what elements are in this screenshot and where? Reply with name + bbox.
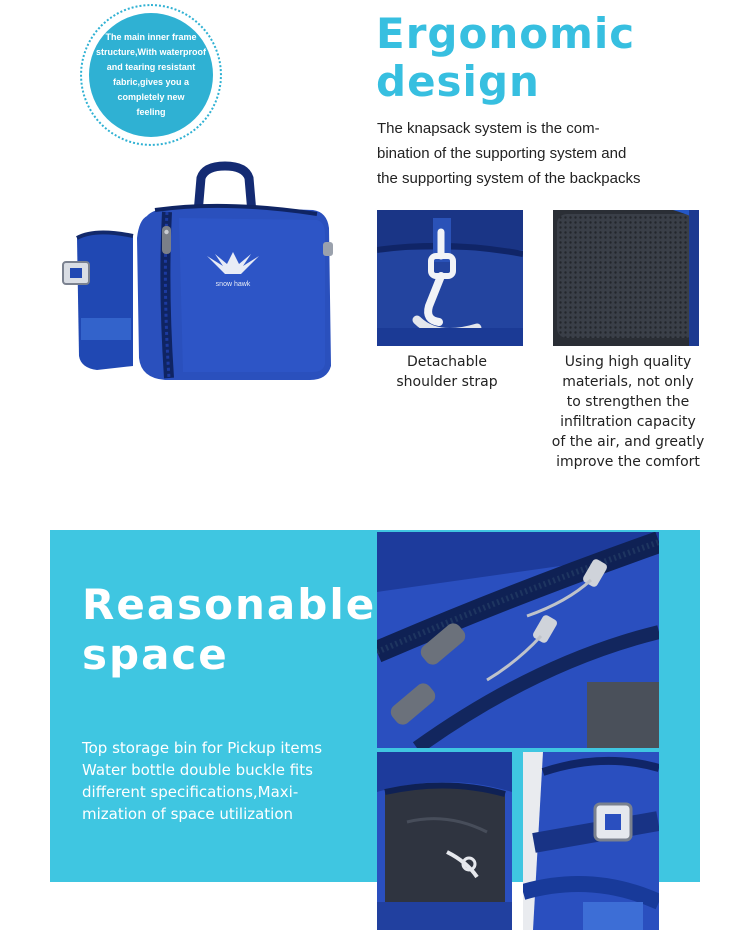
bag-logo-text: snow hawk: [215, 281, 251, 288]
feature-caption-materials: Using high quality materials, not only to strengthen the infiltration capacity of the air, and greatly improve the comfort: [551, 354, 705, 470]
badge-text: The main inner frame structure,With waterproof and tearing resistant fabric,gives you a completely new feeling: [96, 32, 206, 117]
space-title: Reasonable space: [82, 580, 377, 679]
storage-bin-photo: [377, 752, 512, 930]
space-description: Top storage bin for Pickup items Water bottle double buckle fits different specifications,Maxi- mization of space utilization: [82, 739, 323, 823]
waist-bag-image: [55, 158, 355, 388]
shoulder-strap-photo: [377, 210, 523, 346]
ergonomic-description: The knapsack system is the com- bination of the supporting system and the supporting system of the backpacks: [377, 120, 641, 187]
ergonomic-title-line2: design: [376, 57, 540, 106]
badge-circle: [89, 13, 213, 137]
zipper-photo: [377, 532, 659, 748]
mesh-material-photo: [553, 210, 699, 346]
ergonomic-title: [376, 10, 736, 106]
feature-caption-strap: Detachable shoulder strap: [396, 354, 498, 390]
bottle-buckle-photo: [523, 752, 659, 930]
feature-badge: [80, 4, 222, 146]
ergonomic-title-line1: Ergonomic: [376, 9, 636, 58]
